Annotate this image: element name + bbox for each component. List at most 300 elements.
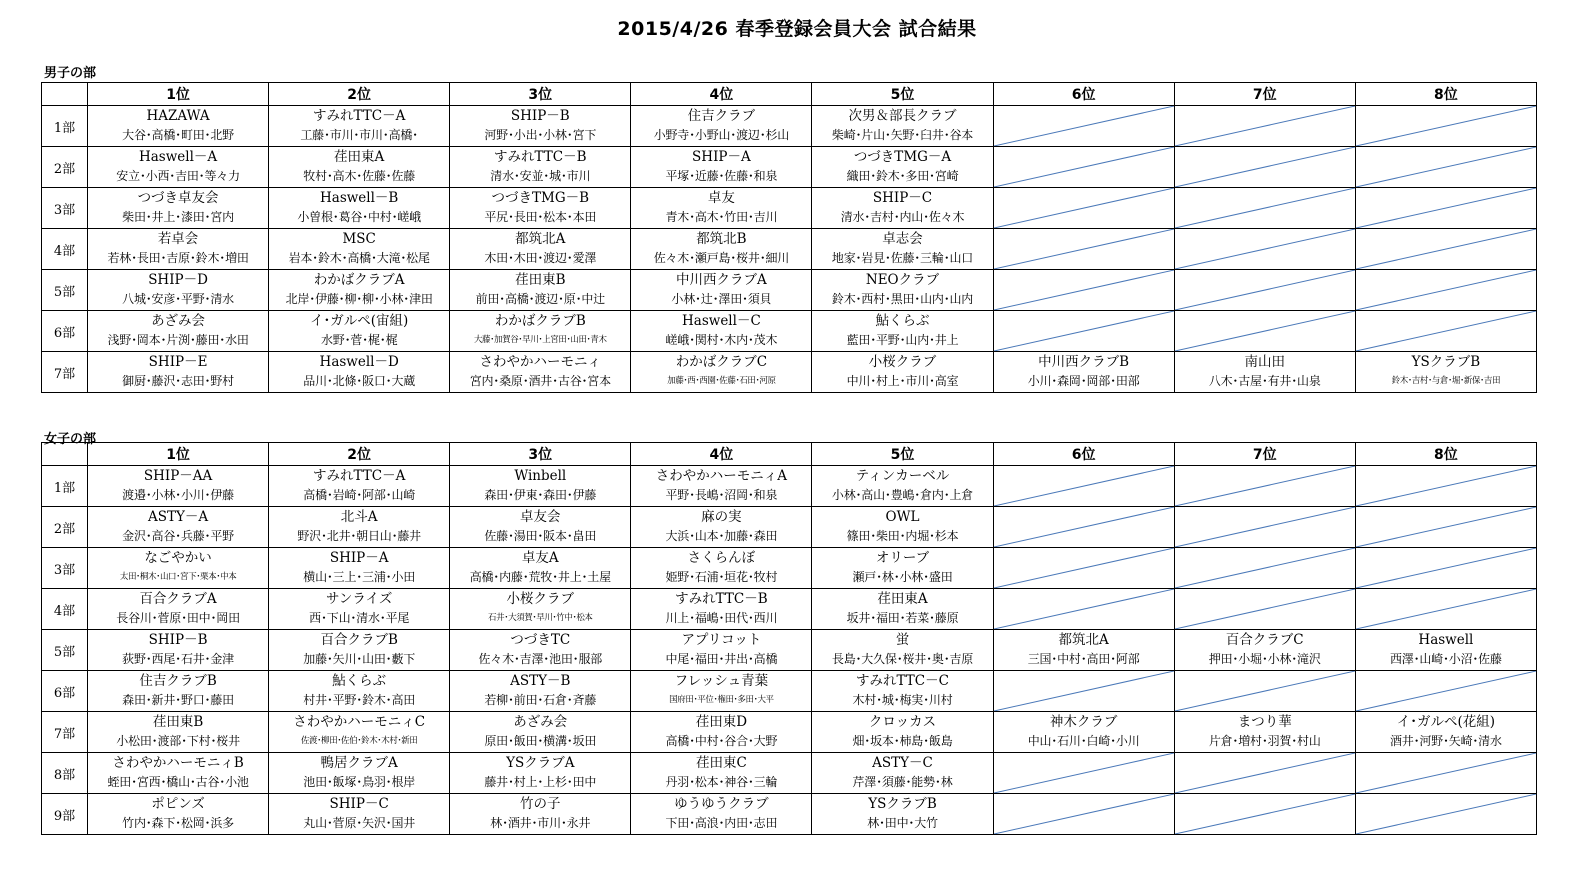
team-name: NEOクラブ bbox=[865, 272, 940, 288]
team-members: 小林･高山･豊嶋･倉内･上倉 bbox=[831, 488, 974, 502]
team-name: 卓友会 bbox=[520, 509, 561, 525]
team-name: イ･ガルペ(宙組) bbox=[310, 313, 409, 329]
team-name: わかばクラブC bbox=[675, 354, 768, 370]
place-header: 5位 bbox=[812, 443, 993, 466]
team-name: SHIP－D bbox=[148, 272, 208, 288]
division-row bbox=[42, 188, 1537, 229]
team-name: アプリコット bbox=[681, 632, 762, 648]
result-cell bbox=[1355, 352, 1536, 393]
team-name: 蛍 bbox=[895, 632, 910, 648]
men-section-label: 男子の部 bbox=[44, 66, 97, 81]
diagonal-slash bbox=[1356, 507, 1536, 547]
result-cell bbox=[269, 270, 450, 311]
place-header: 1位 bbox=[88, 443, 269, 466]
result-cell bbox=[88, 106, 269, 147]
team-name: HAZAWA bbox=[146, 108, 210, 124]
diagonal-slash bbox=[1356, 106, 1536, 146]
empty-cell bbox=[1355, 106, 1536, 147]
team-members: 太田･桐木･山口･宮下･栗本･中本 bbox=[119, 572, 237, 582]
team-name: SHIP－A bbox=[692, 149, 751, 165]
team-name: SHIP－B bbox=[148, 632, 208, 648]
team-name: オリーブ bbox=[875, 550, 930, 566]
result-cell bbox=[450, 548, 631, 589]
empty-cell bbox=[1355, 753, 1536, 794]
place-header: 1位 bbox=[88, 83, 269, 106]
team-name: SHIP－E bbox=[148, 354, 208, 370]
team-name: イ･ガルペ(花組) bbox=[1396, 714, 1496, 730]
team-members: 品川･北條･阪口･大蔵 bbox=[303, 374, 416, 388]
team-name: 竹の子 bbox=[520, 796, 561, 812]
team-members: 木村･城･梅実･川村 bbox=[852, 693, 953, 707]
diagonal-slash bbox=[994, 466, 1174, 506]
diagonal-slash bbox=[994, 270, 1174, 310]
result-cell bbox=[812, 712, 993, 753]
team-members: 林･酒井･市川･永井 bbox=[490, 816, 591, 830]
team-name: つづきTMG－B bbox=[491, 190, 590, 206]
empty-cell bbox=[1174, 466, 1355, 507]
team-name: わかばクラブB bbox=[494, 313, 586, 329]
result-cell bbox=[450, 589, 631, 630]
team-name: Haswell－C bbox=[682, 313, 761, 329]
result-cell bbox=[269, 507, 450, 548]
result-cell bbox=[1355, 712, 1536, 753]
team-name: YSクラブB bbox=[868, 796, 937, 812]
team-members: 森田･伊東･森田･伊藤 bbox=[484, 488, 597, 502]
division-row bbox=[42, 589, 1537, 630]
team-name: あざみ会 bbox=[513, 714, 568, 730]
team-name: 百合クラブA bbox=[139, 591, 217, 607]
empty-cell bbox=[993, 311, 1174, 352]
result-cell bbox=[450, 671, 631, 712]
diagonal-slash bbox=[994, 794, 1174, 834]
team-name: 卓友 bbox=[707, 190, 735, 206]
result-cell bbox=[1174, 352, 1355, 393]
team-members: 川上･福嶋･田代･西川 bbox=[665, 611, 778, 625]
division-label: 4部 bbox=[42, 229, 88, 270]
diagonal-slash bbox=[1356, 794, 1536, 834]
team-name: SHIP－B bbox=[510, 108, 570, 124]
team-members: 安立･小西･吉田･等々力 bbox=[116, 169, 240, 183]
diagonal-slash bbox=[1356, 548, 1536, 588]
corner-cell bbox=[42, 83, 88, 106]
team-members: 青木･高木･竹田･吉川 bbox=[665, 210, 778, 224]
empty-cell bbox=[1174, 753, 1355, 794]
result-cell bbox=[812, 311, 993, 352]
division-row bbox=[42, 147, 1537, 188]
team-name: さわやかハーモニィA bbox=[655, 468, 788, 484]
team-members: 藤井･村上･上杉･田中 bbox=[484, 775, 597, 789]
result-cell bbox=[450, 753, 631, 794]
diagonal-slash bbox=[1175, 794, 1355, 834]
team-name: ゆうゆうクラブ bbox=[674, 796, 769, 812]
division-row bbox=[42, 671, 1537, 712]
result-cell bbox=[88, 630, 269, 671]
empty-cell bbox=[993, 671, 1174, 712]
division-row bbox=[42, 352, 1537, 393]
team-members: 渡邉･小林･小川･伊藤 bbox=[122, 488, 234, 502]
team-name: 南山田 bbox=[1244, 354, 1285, 370]
team-members: 原田･飯田･横溝･坂田 bbox=[484, 734, 597, 748]
empty-cell bbox=[1174, 270, 1355, 311]
team-members: 酒井･河野･矢崎･清水 bbox=[1389, 734, 1502, 748]
team-members: 工藤･市川･市川･高橋･ bbox=[300, 128, 418, 142]
place-header: 5位 bbox=[812, 83, 993, 106]
result-cell bbox=[1174, 712, 1355, 753]
result-cell bbox=[88, 352, 269, 393]
team-members: 水野･菅･梶･梶 bbox=[320, 333, 398, 347]
team-members: 畑･坂本･柿島･飯島 bbox=[852, 734, 953, 748]
team-name: 中川西クラブA bbox=[676, 272, 767, 288]
team-name: 百合クラブB bbox=[320, 632, 398, 648]
team-members: 中山･石川･白崎･小川 bbox=[1027, 734, 1140, 748]
team-members: 小曽根･葛谷･中村･嵯峨 bbox=[297, 210, 421, 224]
empty-cell bbox=[1174, 589, 1355, 630]
result-cell bbox=[269, 753, 450, 794]
diagonal-slash bbox=[994, 106, 1174, 146]
result-cell bbox=[631, 671, 812, 712]
team-name: サンライズ bbox=[326, 591, 393, 607]
team-members: 平野･長嶋･沼岡･和泉 bbox=[665, 488, 778, 502]
team-name: 北斗A bbox=[340, 509, 378, 525]
team-name: Winbell bbox=[514, 468, 567, 484]
team-name: つづきTC bbox=[510, 632, 571, 648]
diagonal-slash bbox=[994, 589, 1174, 629]
team-members: 小林･辻･澤田･須貝 bbox=[671, 292, 772, 306]
team-members: 清水･吉村･内山･佐々木 bbox=[840, 210, 965, 224]
diagonal-slash bbox=[1356, 753, 1536, 793]
team-members: 金沢･高谷･兵藤･平野 bbox=[122, 529, 234, 543]
division-label: 6部 bbox=[42, 671, 88, 712]
result-cell bbox=[631, 106, 812, 147]
empty-cell bbox=[1355, 147, 1536, 188]
empty-cell bbox=[993, 589, 1174, 630]
team-members: 藍田･平野･山内･井上 bbox=[846, 333, 959, 347]
team-name: MSC bbox=[342, 231, 376, 247]
place-header: 8位 bbox=[1355, 83, 1536, 106]
diagonal-slash bbox=[1356, 589, 1536, 629]
result-cell bbox=[269, 106, 450, 147]
result-cell bbox=[812, 794, 993, 835]
empty-cell bbox=[1355, 589, 1536, 630]
result-cell bbox=[88, 548, 269, 589]
empty-cell bbox=[1174, 507, 1355, 548]
result-cell bbox=[269, 147, 450, 188]
result-cell bbox=[812, 630, 993, 671]
result-cell bbox=[812, 352, 993, 393]
team-members: 佐渡･柳田･佐伯･鈴木･木村･新田 bbox=[300, 736, 418, 746]
empty-cell bbox=[1355, 507, 1536, 548]
division-label: 5部 bbox=[42, 270, 88, 311]
empty-cell bbox=[993, 229, 1174, 270]
team-name: ASTY－A bbox=[147, 509, 209, 525]
result-cell bbox=[631, 147, 812, 188]
result-cell bbox=[88, 589, 269, 630]
team-members: 大谷･高橋･町田･北野 bbox=[122, 128, 234, 142]
team-members: 池田･飯塚･鳥羽･根岸 bbox=[303, 775, 416, 789]
team-members: 三国･中村･高田･阿部 bbox=[1027, 652, 1140, 666]
division-row bbox=[42, 229, 1537, 270]
division-label: 8部 bbox=[42, 753, 88, 794]
team-name: 若卓会 bbox=[157, 231, 199, 247]
team-members: 小川･森岡･岡部･田部 bbox=[1027, 374, 1140, 388]
division-row bbox=[42, 753, 1537, 794]
place-header: 7位 bbox=[1174, 443, 1355, 466]
diagonal-slash bbox=[1175, 270, 1355, 310]
team-name: 卓志会 bbox=[882, 231, 923, 247]
team-members: 大藤･加賀谷･早川･上宮田･山田･青木 bbox=[473, 335, 607, 345]
team-name: 都筑北A bbox=[515, 231, 566, 247]
result-cell bbox=[450, 311, 631, 352]
team-name: Haswell bbox=[1418, 632, 1474, 648]
team-members: 平塚･近藤･佐藤･和泉 bbox=[665, 169, 778, 183]
result-cell bbox=[88, 311, 269, 352]
team-members: 坂井･福田･若菜･藤原 bbox=[846, 611, 959, 625]
team-name: SHIP－C bbox=[329, 796, 389, 812]
team-name: 住吉クラブB bbox=[139, 673, 217, 689]
team-members: 佐々木･瀬戸島･桜井･細川 bbox=[653, 251, 790, 265]
result-cell bbox=[631, 352, 812, 393]
result-cell bbox=[993, 352, 1174, 393]
header-row bbox=[42, 443, 1537, 466]
diagonal-slash bbox=[1175, 466, 1355, 506]
team-members: 柴田･井上･漆田･宮内 bbox=[122, 210, 234, 224]
result-cell bbox=[631, 589, 812, 630]
team-name: さわやかハーモニィB bbox=[112, 755, 244, 771]
result-cell bbox=[450, 229, 631, 270]
team-name: Haswell－B bbox=[320, 190, 399, 206]
team-members: 八城･安彦･平野･清水 bbox=[122, 292, 234, 306]
empty-cell bbox=[993, 507, 1174, 548]
team-name: クロッカス bbox=[868, 714, 937, 730]
empty-cell bbox=[993, 548, 1174, 589]
result-cell bbox=[631, 229, 812, 270]
team-name: わかばクラブA bbox=[313, 272, 405, 288]
diagonal-slash bbox=[1175, 507, 1355, 547]
team-name: YSクラブB bbox=[1411, 354, 1481, 370]
team-members: 石井･大須賀･早川･竹中･松本 bbox=[488, 613, 593, 623]
result-cell bbox=[631, 548, 812, 589]
empty-cell bbox=[1174, 229, 1355, 270]
diagonal-slash bbox=[1356, 229, 1536, 269]
empty-cell bbox=[1355, 188, 1536, 229]
team-members: 瀬戸･林･小林･盛田 bbox=[852, 570, 953, 584]
result-cell bbox=[88, 753, 269, 794]
empty-cell bbox=[1355, 548, 1536, 589]
result-cell bbox=[88, 270, 269, 311]
team-name: すみれTTC－A bbox=[313, 108, 406, 124]
team-name: 荏田東B bbox=[515, 272, 566, 288]
team-members: 芹澤･須藤･能勢･林 bbox=[852, 775, 953, 789]
team-name: つづき卓友会 bbox=[137, 190, 219, 206]
team-name: ASTY－C bbox=[872, 755, 933, 771]
team-members: 御厨･藤沢･志田･野村 bbox=[122, 374, 234, 388]
result-cell bbox=[812, 270, 993, 311]
diagonal-slash bbox=[1175, 671, 1355, 711]
team-name: 次男＆部長クラブ bbox=[848, 108, 957, 124]
document-title: 2015/4/26 春季登録会員大会 試合結果 bbox=[617, 18, 977, 40]
team-members: 浅野･岡本･片渕･藤田･水田 bbox=[107, 333, 249, 347]
team-members: 小野寺･小野山･渡辺･杉山 bbox=[653, 128, 790, 142]
header-row bbox=[42, 83, 1537, 106]
team-name: 鮎くらぶ bbox=[332, 673, 387, 689]
result-cell bbox=[450, 794, 631, 835]
result-cell bbox=[812, 548, 993, 589]
diagonal-slash bbox=[994, 753, 1174, 793]
division-label: 6部 bbox=[42, 311, 88, 352]
team-name: さわやかハーモニィ bbox=[479, 354, 602, 370]
empty-cell bbox=[1355, 794, 1536, 835]
team-members: 丹羽･松本･神谷･三輪 bbox=[665, 775, 778, 789]
result-cell bbox=[812, 589, 993, 630]
team-members: 野沢･北井･朝日山･藤井 bbox=[297, 529, 421, 543]
result-cell bbox=[631, 712, 812, 753]
division-row bbox=[42, 311, 1537, 352]
team-members: 前田･高橋･渡辺･原･中辻 bbox=[475, 292, 605, 306]
empty-cell bbox=[1174, 106, 1355, 147]
team-members: 加藤･矢川･山田･藪下 bbox=[303, 652, 416, 666]
result-cell bbox=[631, 188, 812, 229]
division-row bbox=[42, 712, 1537, 753]
team-name: SHIP－A bbox=[329, 550, 389, 566]
result-cell bbox=[88, 712, 269, 753]
result-cell bbox=[631, 753, 812, 794]
team-name: Haswell－A bbox=[138, 149, 218, 165]
result-cell bbox=[631, 630, 812, 671]
division-row bbox=[42, 630, 1537, 671]
empty-cell bbox=[1174, 311, 1355, 352]
team-members: 河野･小出･小林･宮下 bbox=[484, 128, 597, 142]
result-cell bbox=[812, 188, 993, 229]
diagonal-slash bbox=[1175, 311, 1355, 351]
result-cell bbox=[812, 466, 993, 507]
team-members: 姫野･石浦･垣花･牧村 bbox=[665, 570, 778, 584]
team-name: つづきTMG－A bbox=[853, 149, 952, 165]
empty-cell bbox=[1174, 188, 1355, 229]
diagonal-slash bbox=[994, 147, 1174, 187]
team-members: 北岸･伊藤･柳･柳･小林･津田 bbox=[285, 292, 433, 306]
diagonal-slash bbox=[1356, 270, 1536, 310]
team-name: 都筑北B bbox=[696, 231, 747, 247]
division-row bbox=[42, 794, 1537, 835]
result-cell bbox=[88, 671, 269, 712]
empty-cell bbox=[993, 270, 1174, 311]
team-name: YSクラブA bbox=[506, 755, 575, 771]
diagonal-slash bbox=[994, 188, 1174, 228]
result-cell bbox=[269, 548, 450, 589]
diagonal-slash bbox=[1175, 589, 1355, 629]
diagonal-slash bbox=[1356, 147, 1536, 187]
division-label: 1部 bbox=[42, 466, 88, 507]
division-row bbox=[42, 548, 1537, 589]
men-results-table bbox=[41, 82, 1537, 393]
team-members: 高橋･内藤･荒牧･井上･土屋 bbox=[469, 570, 611, 584]
result-cell bbox=[1355, 630, 1536, 671]
place-header: 8位 bbox=[1355, 443, 1536, 466]
team-members: 下田･高浪･内田･志田 bbox=[665, 816, 778, 830]
division-row bbox=[42, 106, 1537, 147]
team-members: 中川･村上･市川･高室 bbox=[846, 374, 959, 388]
team-name: 百合クラブC bbox=[1225, 632, 1304, 648]
team-name: 荏田東C bbox=[695, 755, 747, 771]
place-header: 2位 bbox=[269, 83, 450, 106]
result-cell bbox=[88, 188, 269, 229]
result-cell bbox=[812, 507, 993, 548]
division-row bbox=[42, 270, 1537, 311]
team-members: 村井･平野･鈴木･高田 bbox=[303, 693, 416, 707]
diagonal-slash bbox=[994, 311, 1174, 351]
diagonal-slash bbox=[1175, 147, 1355, 187]
diagonal-slash bbox=[1175, 548, 1355, 588]
empty-cell bbox=[993, 794, 1174, 835]
result-cell bbox=[88, 794, 269, 835]
team-name: 鴨居クラブA bbox=[320, 755, 398, 771]
team-name: ティンカーベル bbox=[855, 468, 950, 484]
empty-cell bbox=[1355, 229, 1536, 270]
division-label: 7部 bbox=[42, 352, 88, 393]
team-members: 鈴木･吉村･与倉･堀･新保･吉田 bbox=[1391, 376, 1501, 386]
team-members: 地家･岩見･佐藤･三輪･山口 bbox=[831, 251, 974, 265]
team-members: 牧村･高木･佐藤･佐藤 bbox=[303, 169, 416, 183]
team-name: 荏田東A bbox=[877, 591, 928, 607]
result-cell bbox=[631, 311, 812, 352]
diagonal-slash bbox=[1175, 106, 1355, 146]
team-members: 丸山･菅原･矢沢･国井 bbox=[303, 816, 416, 830]
division-label: 3部 bbox=[42, 548, 88, 589]
empty-cell bbox=[993, 188, 1174, 229]
team-name: 荏田東A bbox=[334, 149, 385, 165]
empty-cell bbox=[993, 466, 1174, 507]
team-members: 木田･木田･渡辺･愛澤 bbox=[484, 251, 597, 265]
team-members: 横山･三上･三浦･小田 bbox=[303, 570, 416, 584]
team-name: 麻の実 bbox=[701, 509, 742, 525]
result-cell bbox=[1174, 630, 1355, 671]
result-cell bbox=[450, 352, 631, 393]
result-cell bbox=[269, 712, 450, 753]
team-members: 八木･古屋･有井･山泉 bbox=[1208, 374, 1321, 388]
place-header: 6位 bbox=[993, 83, 1174, 106]
team-members: 大浜･山本･加藤･森田 bbox=[665, 529, 778, 543]
empty-cell bbox=[993, 106, 1174, 147]
diagonal-slash bbox=[1175, 188, 1355, 228]
team-members: 高橋･岩崎･阿部･山崎 bbox=[303, 488, 416, 502]
result-cell bbox=[450, 630, 631, 671]
team-members: 篠田･柴田･内堀･杉本 bbox=[846, 529, 959, 543]
division-row bbox=[42, 507, 1537, 548]
result-cell bbox=[269, 352, 450, 393]
team-name: すみれTTC－B bbox=[675, 591, 768, 607]
division-label: 2部 bbox=[42, 147, 88, 188]
result-cell bbox=[450, 147, 631, 188]
diagonal-slash bbox=[1356, 671, 1536, 711]
team-members: 平尻･長田･松本･本田 bbox=[484, 210, 597, 224]
result-cell bbox=[269, 188, 450, 229]
result-cell bbox=[993, 630, 1174, 671]
result-cell bbox=[88, 466, 269, 507]
result-cell bbox=[269, 630, 450, 671]
diagonal-slash bbox=[994, 507, 1174, 547]
place-header: 2位 bbox=[269, 443, 450, 466]
team-members: 佐藤･湯田･阪本･畠田 bbox=[484, 529, 597, 543]
diagonal-slash bbox=[1356, 466, 1536, 506]
place-header: 3位 bbox=[450, 443, 631, 466]
empty-cell bbox=[1355, 270, 1536, 311]
team-members: 高橋･中村･谷合･大野 bbox=[665, 734, 778, 748]
result-cell bbox=[450, 270, 631, 311]
result-cell bbox=[88, 507, 269, 548]
women-results-table bbox=[41, 442, 1537, 835]
result-cell bbox=[269, 589, 450, 630]
team-members: 長谷川･菅原･田中･岡田 bbox=[116, 611, 240, 625]
